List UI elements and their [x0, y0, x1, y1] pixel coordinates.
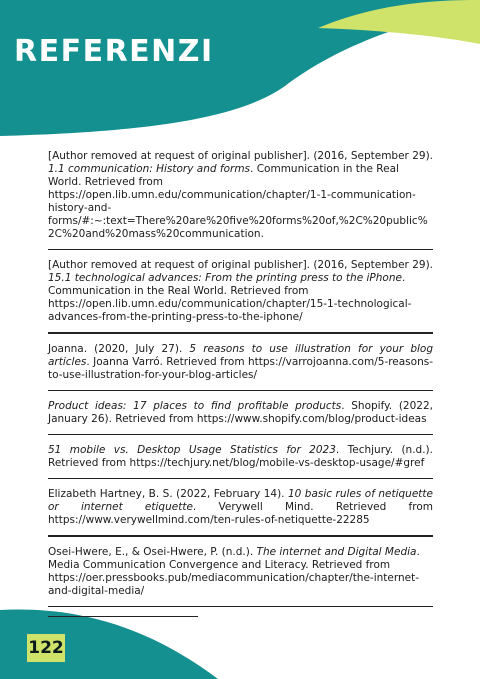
reference-item: 51 mobile vs. Desktop Usage Statistics for 2023. Techjury. (n.d.). Retrieved from https://techjury.net/blog/mobile-vs-desktop-usage/#gref — [48, 444, 433, 470]
divider — [48, 478, 433, 479]
divider — [48, 535, 433, 536]
reference-item: [Author removed at request of original publisher]. (2016, September 29). 1.1 communication: History and forms. Communication in the Real World. Retrieved from https://open.lib.umn.edu/communication/chapter/1-1-communication-history-and-forms/#:~:text=There%20are%20five%20forms%20of,%2C%20public%2C%20and%20mass%20communication. — [48, 150, 433, 240]
divider — [48, 249, 433, 250]
reference-item: Elizabeth Hartney, B. S. (2022, February 14). 10 basic rules of netiquette or internet etiquette. Verywell Mind. Retrieved from https://www.verywellmind.com/ten-rules-of-netiquette-22285 — [48, 488, 433, 527]
divider — [48, 616, 198, 617]
divider — [48, 332, 433, 333]
reference-item: Joanna. (2020, July 27). 5 reasons to use illustration for your blog articles. Joanna Varró. Retrieved from https://varrojoanna.com/5-reasons-to-use-illustration-for-your-blog-articles/ — [48, 342, 433, 381]
divider — [48, 434, 433, 435]
page-title: REFERENZI — [14, 34, 214, 69]
reference-list — [48, 150, 433, 626]
page-number: 122 — [27, 634, 65, 662]
reference-item: Product ideas: 17 places to find profitable products. Shopify. (2022, January 26). Retrieved from https://www.shopify.com/blog/product-ideas — [48, 399, 433, 425]
reference-item: [Author removed at request of original publisher]. (2016, September 29). 15.1 technological advances: From the printing press to the iPhone. Communication in the Real World. Retrieved from https://open.lib.umn.edu/communication/chapter/15-1-technological-advances-from-the-printing-press-to-the-iphone/ — [48, 259, 433, 324]
divider — [48, 390, 433, 391]
divider — [48, 606, 433, 607]
reference-item: Osei-Hwere, E., & Osei-Hwere, P. (n.d.). The internet and Digital Media. Media Communication Convergence and Literacy. Retrieved from https://oer.pressbooks.pub/mediacommunication/chapter/the-internet-and-digital-media/ — [48, 545, 420, 597]
